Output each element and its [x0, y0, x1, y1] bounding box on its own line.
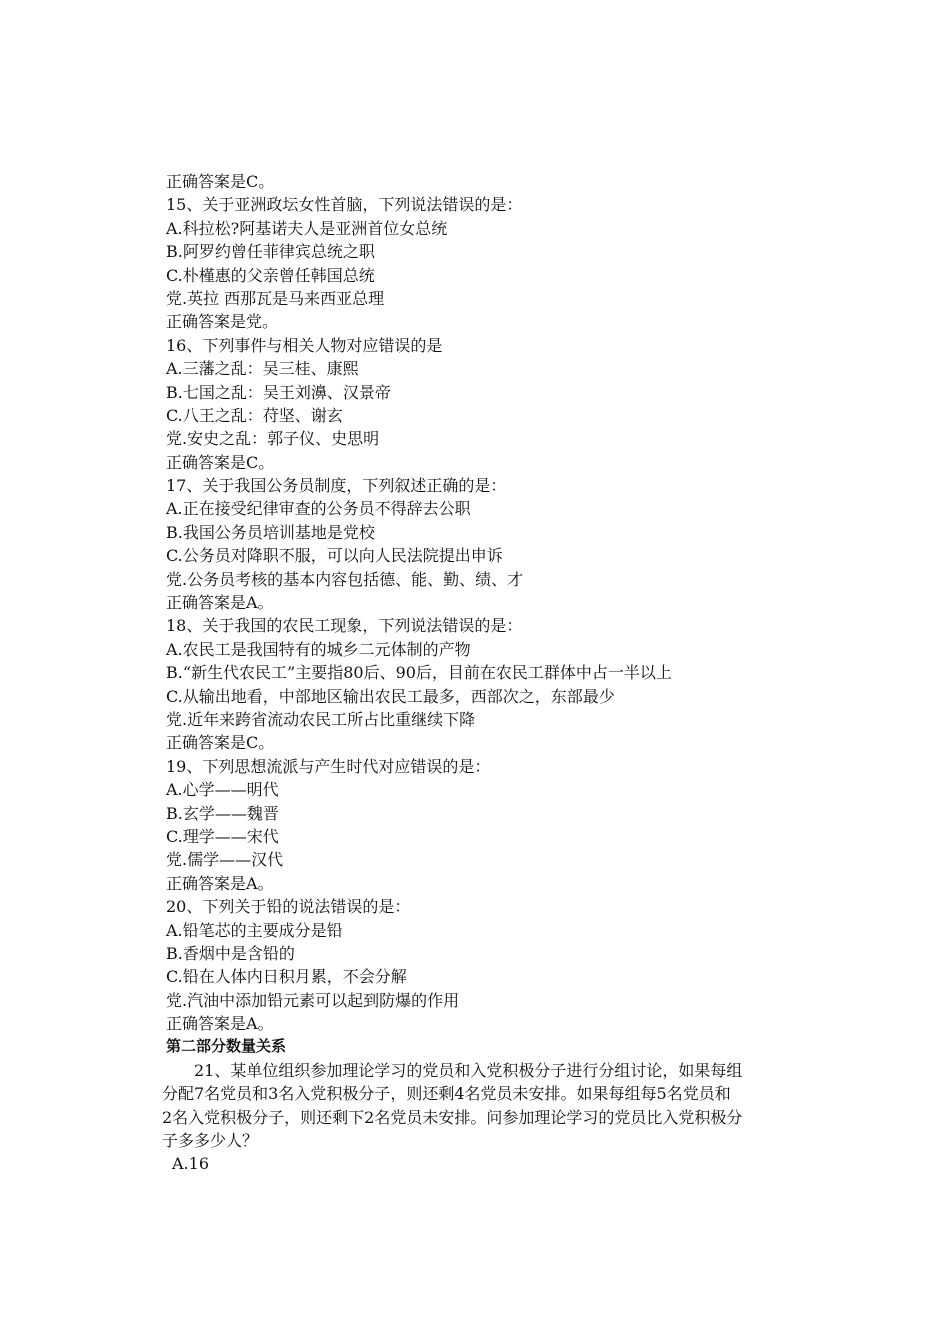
answer-line: 正确答案是C。: [166, 452, 275, 472]
option-line: C.从输出地看，中部地区输出农民工最多，西部次之，东部最少: [166, 686, 615, 706]
option-line: A.科拉松?阿基诺夫人是亚洲首位女总统: [166, 218, 448, 238]
document-content: [162, 170, 846, 1176]
option-line: 党.英拉 西那瓦是马来西亚总理: [166, 288, 385, 308]
question-stem: 18、关于我国的农民工现象，下列说法错误的是：: [166, 616, 523, 636]
question-stem: 17、关于我国公务员制度，下列叙述正确的是：: [166, 476, 507, 496]
question-list: [166, 170, 846, 1035]
option-line: C.八王之乱：苻坚、谢玄: [166, 405, 343, 425]
option-line: A.三藩之乱：吴三桂、康熙: [166, 359, 359, 379]
option-line: B.我国公务员培训基地是党校: [166, 522, 375, 542]
option-line: 党.汽油中添加铅元素可以起到防爆的作用: [166, 990, 460, 1010]
answer-line: 正确答案是党。: [166, 312, 279, 332]
option-line: B.阿罗约曾任菲律宾总统之职: [166, 242, 375, 262]
answer-line: 正确答案是C。: [166, 172, 275, 191]
option-line: A.铅笔芯的主要成分是铅: [166, 920, 343, 940]
option-line: A.心学——明代: [166, 780, 279, 800]
question-stem: 20、下列关于铅的说法错误的是：: [166, 897, 411, 917]
section-heading: 第二部分数量关系: [166, 1037, 287, 1056]
question-21-line-4: 子多多少人？: [162, 1131, 259, 1151]
answer-line: 正确答案是A。: [166, 1014, 274, 1034]
question-21-line-3: 2名入党积极分子，则还剩下2名党员未安排。问参加理论学习的党员比入党积极分: [162, 1107, 743, 1127]
option-line: A.正在接受纪律审查的公务员不得辞去公职: [166, 499, 471, 519]
question-stem: 16、下列事件与相关人物对应错误的是: [166, 335, 443, 355]
question-stem: 19、下列思想流派与产生时代对应错误的是：: [166, 756, 491, 776]
option-line: A.农民工是我国特有的城乡二元体制的产物: [166, 639, 471, 659]
answer-line: 正确答案是A。: [166, 593, 274, 613]
option-line: C.朴槿惠的父亲曾任韩国总统: [166, 265, 375, 285]
question-21-option-a: A.16: [172, 1154, 209, 1174]
option-line: B.香烟中是含铅的: [166, 943, 295, 963]
option-line: C.铅在人体内日积月累，不会分解: [166, 967, 407, 987]
option-line: 党.儒学——汉代: [166, 850, 284, 870]
option-line: 党.公务员考核的基本内容包括德、能、勤、绩、才: [166, 569, 524, 589]
question-21-line-2: 分配7名党员和3名入党积极分子，则还剩4名党员未安排。如果每组每5名党员和: [162, 1084, 731, 1104]
option-line: B.玄学——魏晋: [166, 803, 279, 823]
option-line: B.“新生代农民工”主要指80后、90后，目前在农民工群体中占一半以上: [166, 663, 672, 683]
question-21-line-1: 21、某单位组织参加理论学习的党员和入党积极分子进行分组讨论，如果每组: [194, 1060, 743, 1080]
question-21: [162, 1059, 846, 1176]
answer-line: 正确答案是C。: [166, 733, 275, 753]
question-stem: 15、关于亚洲政坛女性首脑，下列说法错误的是：: [166, 195, 523, 215]
option-line: C.理学——宋代: [166, 826, 279, 846]
option-line: 党.安史之乱：郭子仪、史思明: [166, 429, 380, 449]
option-line: 党.近年来跨省流动农民工所占比重继续下降: [166, 709, 476, 729]
answer-line: 正确答案是A。: [166, 873, 274, 893]
option-line: C.公务员对降职不服，可以向人民法院提出申诉: [166, 546, 503, 566]
option-line: B.七国之乱：吴王刘濞、汉景帝: [166, 382, 391, 402]
